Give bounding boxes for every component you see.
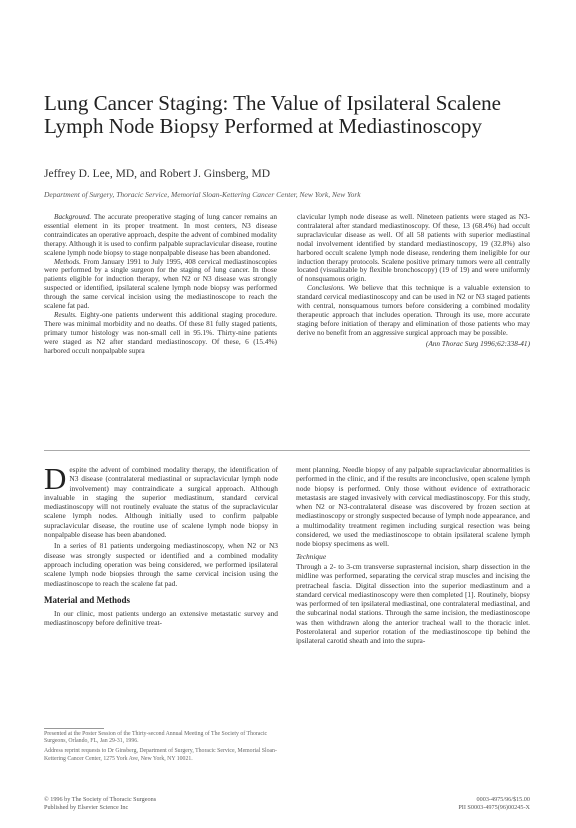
results-text: Eighty-one patients underwent this additional staging procedure. There was minimal morbidity and no deaths. Of these 81 fully staged patients, primary tumor histology was non-small cell in 95.1%. Thirty-nine patients were staged as N2 after standard mediastinoscopy. Of these, 6 (15.4%) harbored occult nonpalpable supra	[44, 309, 277, 355]
abstract-left-column	[44, 213, 277, 356]
technique-paragraph: Through a 2- to 3-cm transverse suprasternal incision, sharp dissection in the midline was performed, separating the cervical strap muscles and incising the pretracheal fascia. Digital dissection into the superior mediastinum and a standard cervical mediastinoscopy were then completed [1]. Routinely, biopsy was performed of ten ipsilateral mediastinal, one contralateral mediastinal, and the subcarinal nodal stations. Through the same incision, the mediastinoscope was then withdrawn along the anterior tracheal wall to the thoracic inlet. Posterolateral and superior rotation of the mediastinoscope tip behind the ipsilateral carotid sheath and into the supra-	[296, 561, 530, 646]
abstract-background	[44, 213, 277, 258]
methods-label: Methods.	[54, 256, 81, 266]
intro-text-1: espite the advent of combined modality therapy, the identification of N3 disease (contralateral mediastinal or supraclavicular lymph node involvement) may contraindicate a surgical approach. Although invaluable in staging the superior mediastinum, standard cervical mediastinoscopy will not routinely evaluate the status of the supraclavicular scalene lymph nodes. Although initially used to confirm palpable supraclavicular disease, the routine use of scalene lymph node biopsy in nonpalpable disease has been abandoned.	[44, 465, 278, 540]
affiliation: Department of Surgery, Thoracic Service, Memorial Sloan-Kettering Cancer Center, New York, New York	[44, 190, 361, 199]
journal-citation: (Ann Thorac Surg 1996;62:338-41)	[425, 338, 530, 348]
methods-paragraph-1: In our clinic, most patients undergo an extensive metastatic survey and mediastinoscopy before definitive treat-	[44, 609, 278, 628]
methods-text: From January 1991 to July 1995, 408 cervical mediastinoscopies were performed by a single surgeon for the staging of lung cancer. In those patients eligible for induction therapy, when N2 or N3 disease was strongly suspected or identified, ipsilateral scalene lymph node biopsy was performed through the same cervical incision using the mediastinoscope to reach the scalene fat pad.	[44, 256, 278, 311]
background-text: The accurate preoperative staging of lung cancer remains an essential element in its proper treatment. In most centers, N3 disease contraindicates an operative approach, despite the advent of combined modality therapy. Although it is used to confirm palpable supraclavicular disease, routine scalene lymph node biopsy to stage nonpalpable disease has been abandoned.	[44, 212, 278, 257]
abstract-methods	[44, 258, 277, 311]
results-text-continued: clavicular lymph node disease as well. Nineteen patients were staged as N3-contralateral after standard mediastinoscopy. Of these, 13 (68.4%) had occult supraclavicular disease as well. Of all 58 patients with superior mediastinal nodal involvement identified by standard mediastinoscopy, 19 (32.8%) also harbored occult scalene lymph node disease, rendering them ineligible for our induction therapy protocols. Scalene positive primary tumors were all centrally located (visualizable by flexible bronchoscopy) (19 of 19) and were uniformly of nonsquamous origin.	[297, 212, 530, 284]
copyright-footer	[44, 796, 156, 812]
footnotes	[44, 731, 278, 766]
abstract-divider	[44, 450, 530, 451]
footnote-divider	[44, 728, 104, 729]
abstract-right-column	[297, 213, 530, 349]
article-title: Lung Cancer Staging: The Value of Ipsilateral Scalene Lymph Node Biopsy Performed at Mediastinoscopy	[44, 91, 501, 138]
conclusions-text: We believe that this technique is a valuable extension to standard cervical mediastinoscopy and can be used in N2 or N3 staged patients with central, nonsquamous tumors before considering a combined modality therapeutic approach that includes operation. Through its use, more accurate staging before initiation of therapy and elimination of those patients who may derive no benefit from an aggressive surgical approach may be possible.	[297, 283, 530, 337]
reprint-address: Address reprint requests to Dr Ginsberg, Department of Surgery, Thoracic Service, Memorial Sloan-Kettering Cancer Center, 1275 York Ave, New York, NY 10021.	[44, 748, 277, 762]
intro-paragraph-1	[44, 461, 278, 540]
intro-paragraph-2: In a series of 81 patients undergoing mediastinoscopy, when N2 or N3 disease was strongly suspected or identified and a combined modality approach including operation was being considered, we performed ipsilateral scalene lymph node biopsies through the same cervical incision using the mediastinoscope to reach the scalene fat pad.	[44, 541, 278, 588]
results-label: Results.	[54, 309, 77, 319]
publisher-line: Published by Elsevier Science Inc	[44, 804, 129, 811]
presentation-note: Presented at the Poster Session of the Thirty-second Annual Meeting of The Society of Thoracic Surgeons, Orlando, FL, Jan 29-31, 1996.	[44, 731, 268, 745]
body-left-column	[44, 461, 278, 630]
methods-paragraph-continued: ment planning. Needle biopsy of any palpable supraclavicular abnormalities is performed in the clinic, and if the results are inconclusive, open scalene lymph node biopsy is performed. Only those without evidence of extrathoracic metastasis are staged invasively with cervical mediastinoscopy. For this study, when N2 or N3-contralateral disease was discovered by frozen section at mediastinoscopy or strongly suspected because of lymph node appearance, and a multimodality treatment regimen including surgical resection was being considered, we used the mediastinoscope to obtain ipsilateral scalene lymph node biopsy specimens as well.	[296, 465, 530, 549]
methods-heading: Material and Methods	[44, 594, 130, 605]
abstract-results	[44, 311, 277, 356]
body-right-column	[296, 465, 530, 648]
pii-line: PII S0003-4975(96)00245-X	[458, 804, 530, 811]
abstract-results-continued	[297, 213, 530, 284]
technique-heading: Technique	[296, 551, 327, 561]
abstract-conclusions	[297, 284, 530, 337]
issn-line: 0003-4975/96/$15.00	[476, 796, 530, 803]
drop-cap: D	[44, 461, 67, 496]
copyright-line: © 1996 by The Society of Thoracic Surgeons	[44, 796, 157, 803]
background-label: Background.	[54, 212, 92, 221]
conclusions-label: Conclusions.	[307, 283, 345, 293]
identifier-footer	[458, 796, 530, 812]
author-line: Jeffrey D. Lee, MD, and Robert J. Ginsberg, MD	[44, 168, 271, 180]
